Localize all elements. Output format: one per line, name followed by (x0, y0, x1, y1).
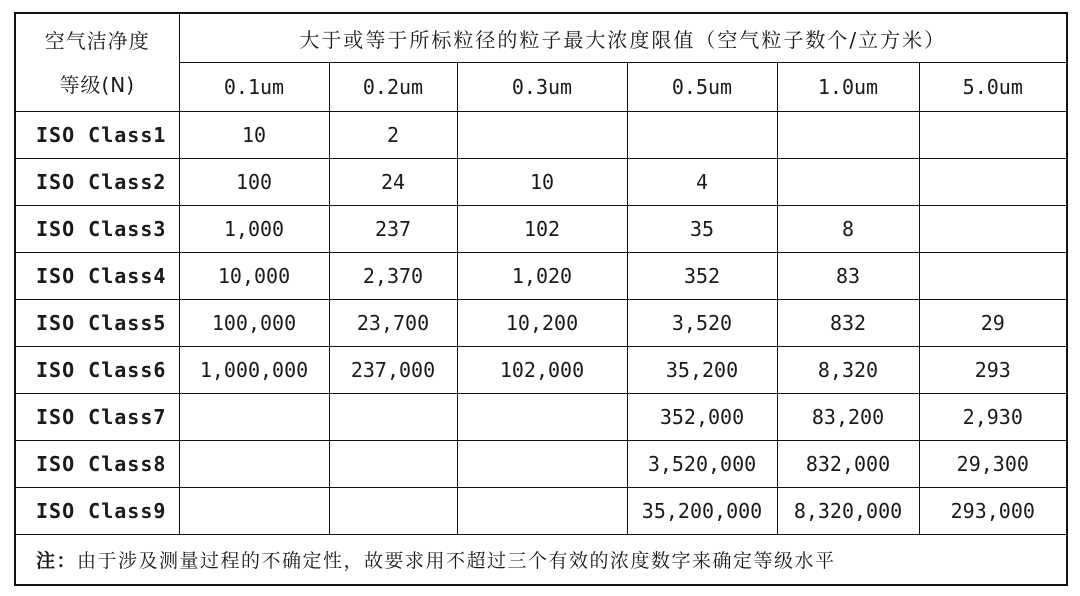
value-cell: 35,200,000 (627, 488, 777, 535)
value-cell: 1,000,000 (179, 347, 329, 394)
table-row (15, 159, 1067, 206)
value-cell: 352,000 (627, 394, 777, 441)
value-cell (457, 112, 627, 159)
value-cell: 35,200 (627, 347, 777, 394)
value-cell: 35 (627, 206, 777, 253)
value-cell (329, 394, 457, 441)
note-label: 注： (36, 550, 78, 572)
value-cell: 102,000 (457, 347, 627, 394)
value-cell (777, 112, 919, 159)
table-row (15, 488, 1067, 535)
size-header-cell: 0.2um (329, 63, 457, 112)
limit-header-cell: 大于或等于所标粒径的粒子最大浓度限值（空气粒子数个/立方米） (179, 13, 1067, 63)
value-cell: 29 (919, 300, 1067, 347)
value-cell: 29,300 (919, 441, 1067, 488)
note-cell (15, 535, 1067, 586)
table-row (15, 394, 1067, 441)
value-cell: 237,000 (329, 347, 457, 394)
value-cell (777, 159, 919, 206)
table-row (15, 206, 1067, 253)
value-cell: 24 (329, 159, 457, 206)
value-cell (179, 394, 329, 441)
size-header-cell: 0.5um (627, 63, 777, 112)
value-cell: 8,320,000 (777, 488, 919, 535)
grade-header-line2: 等级(N) (59, 72, 136, 97)
value-cell: 8,320 (777, 347, 919, 394)
note-text: 由于涉及测量过程的不确定性，故要求用不超过三个有效的浓度数字来确定等级水平 (77, 550, 836, 572)
table-row (15, 441, 1067, 488)
value-cell (919, 206, 1067, 253)
value-cell: 8 (777, 206, 919, 253)
class-cell: ISO Class5 (15, 300, 179, 347)
value-cell: 100 (179, 159, 329, 206)
table-row (15, 300, 1067, 347)
value-cell: 4 (627, 159, 777, 206)
value-cell: 2 (329, 112, 457, 159)
value-cell: 293 (919, 347, 1067, 394)
value-cell: 10,200 (457, 300, 627, 347)
value-cell (457, 488, 627, 535)
value-cell: 2,930 (919, 394, 1067, 441)
class-cell: ISO Class8 (15, 441, 179, 488)
value-cell: 10 (179, 112, 329, 159)
class-cell: ISO Class3 (15, 206, 179, 253)
value-cell (457, 394, 627, 441)
value-cell: 237 (329, 206, 457, 253)
class-cell: ISO Class4 (15, 253, 179, 300)
size-header-cell: 5.0um (919, 63, 1067, 112)
value-cell: 23,700 (329, 300, 457, 347)
header-row-1 (15, 13, 1067, 63)
value-cell: 1,020 (457, 253, 627, 300)
value-cell: 2,370 (329, 253, 457, 300)
value-cell (627, 112, 777, 159)
value-cell (919, 253, 1067, 300)
value-cell: 83 (777, 253, 919, 300)
value-cell (919, 112, 1067, 159)
value-cell (179, 488, 329, 535)
table-row (15, 347, 1067, 394)
value-cell: 3,520 (627, 300, 777, 347)
class-cell: ISO Class2 (15, 159, 179, 206)
value-cell: 832,000 (777, 441, 919, 488)
note-row (15, 535, 1067, 586)
size-header-cell: 0.3um (457, 63, 627, 112)
cleanroom-class-table (14, 12, 1068, 586)
value-cell (179, 441, 329, 488)
size-header-cell: 0.1um (179, 63, 329, 112)
grade-header-cell (15, 13, 179, 112)
value-cell: 1,000 (179, 206, 329, 253)
value-cell: 83,200 (777, 394, 919, 441)
value-cell: 293,000 (919, 488, 1067, 535)
size-header-cell: 1.0um (777, 63, 919, 112)
value-cell: 832 (777, 300, 919, 347)
table-row (15, 112, 1067, 159)
value-cell: 10,000 (179, 253, 329, 300)
value-cell (919, 159, 1067, 206)
grade-header-line1: 空气洁净度 (44, 28, 150, 53)
value-cell: 352 (627, 253, 777, 300)
value-cell: 10 (457, 159, 627, 206)
class-cell: ISO Class6 (15, 347, 179, 394)
value-cell (329, 441, 457, 488)
class-cell: ISO Class1 (15, 112, 179, 159)
value-cell: 100,000 (179, 300, 329, 347)
class-cell: ISO Class9 (15, 488, 179, 535)
value-cell: 102 (457, 206, 627, 253)
value-cell (329, 488, 457, 535)
class-cell: ISO Class7 (15, 394, 179, 441)
table-row (15, 253, 1067, 300)
value-cell: 3,520,000 (627, 441, 777, 488)
value-cell (457, 441, 627, 488)
